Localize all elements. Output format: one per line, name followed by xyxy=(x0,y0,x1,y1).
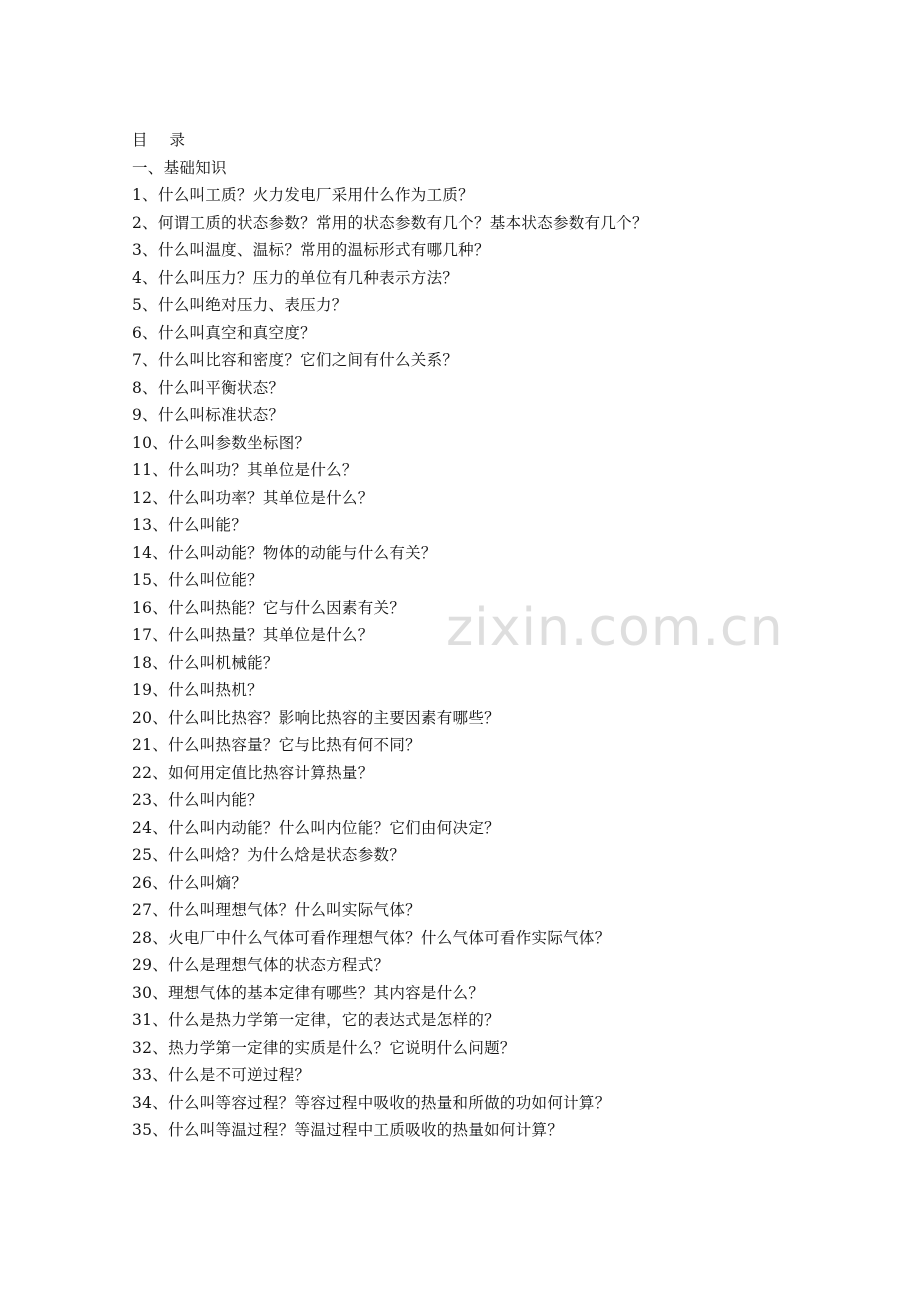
toc-item: 13、什么叫能？ xyxy=(132,516,248,534)
toc-title xyxy=(132,127,892,155)
toc-item: 24、什么叫内动能？什么叫内位能？它们由何决定？ xyxy=(132,818,500,837)
toc-item: 6、什么叫真空和真空度？ xyxy=(132,323,316,342)
toc-item: 18、什么叫机械能？ xyxy=(132,653,279,672)
toc-item: 9、什么叫标准状态？ xyxy=(132,406,285,424)
toc-item: 14、什么叫动能？物体的动能与什么有关？ xyxy=(132,543,437,562)
toc-item: 17、什么叫热量？其单位是什么？ xyxy=(132,626,374,644)
toc-item: 25、什么叫焓？为什么焓是状态参数？ xyxy=(132,846,406,864)
toc-item: 1、什么叫工质？火力发电厂采用什么作为工质？ xyxy=(132,186,474,204)
toc-item: 11、什么叫功？其单位是什么？ xyxy=(132,461,358,479)
toc-item: 8、什么叫平衡状态？ xyxy=(132,378,285,397)
toc-item: 26、什么叫熵？ xyxy=(132,873,248,892)
section-heading: 一、基础知识 xyxy=(132,158,227,177)
table-of-contents xyxy=(132,127,892,1145)
toc-item: 28、火电厂中什么气体可看作理想气体？什么气体可看作实际气体？ xyxy=(132,928,611,947)
watermark-text: zixin.com.cn xyxy=(446,598,784,658)
toc-title-char-1: 目 xyxy=(132,131,148,149)
toc-item: 33、什么是不可逆过程？ xyxy=(132,1066,311,1084)
toc-item: 10、什么叫参数坐标图？ xyxy=(132,433,311,452)
toc-item: 15、什么叫位能？ xyxy=(132,571,263,589)
toc-item: 12、什么叫功率？其单位是什么？ xyxy=(132,488,374,507)
toc-item: 7、什么叫比容和密度？它们之间有什么关系？ xyxy=(132,351,459,369)
toc-title-char-2: 录 xyxy=(169,131,186,149)
toc-item: 2、何谓工质的状态参数？常用的状态参数有几个？基本状态参数有几个？ xyxy=(132,213,648,232)
toc-item: 19、什么叫热机？ xyxy=(132,681,263,699)
toc-item: 31、什么是热力学第一定律，它的表达式是怎样的？ xyxy=(132,1011,500,1029)
toc-item: 3、什么叫温度、温标？常用的温标形式有哪几种？ xyxy=(132,241,490,259)
toc-item: 5、什么叫绝对压力、表压力？ xyxy=(132,296,348,314)
toc-item: 32、热力学第一定律的实质是什么？它说明什么问题？ xyxy=(132,1038,516,1057)
toc-item: 16、什么叫热能？它与什么因素有关？ xyxy=(132,598,406,617)
toc-item: 35、什么叫等温过程？等温过程中工质吸收的热量如何计算？ xyxy=(132,1121,564,1139)
toc-item: 20、什么叫比热容？影响比热容的主要因素有哪些？ xyxy=(132,708,500,727)
toc-item: 29、什么是理想气体的状态方程式？ xyxy=(132,956,390,974)
toc-item: 21、什么叫热容量？它与比热有何不同？ xyxy=(132,736,421,754)
toc-item: 23、什么叫内能？ xyxy=(132,791,263,809)
toc-item: 30、理想气体的基本定律有哪些？其内容是什么？ xyxy=(132,983,485,1002)
toc-item: 27、什么叫理想气体？什么叫实际气体？ xyxy=(132,901,421,919)
toc-item: 22、如何用定值比热容计算热量？ xyxy=(132,763,374,782)
toc-item: 4、什么叫压力？压力的单位有几种表示方法？ xyxy=(132,268,459,287)
toc-item: 34、什么叫等容过程？等容过程中吸收的热量和所做的功如何计算？ xyxy=(132,1093,611,1112)
